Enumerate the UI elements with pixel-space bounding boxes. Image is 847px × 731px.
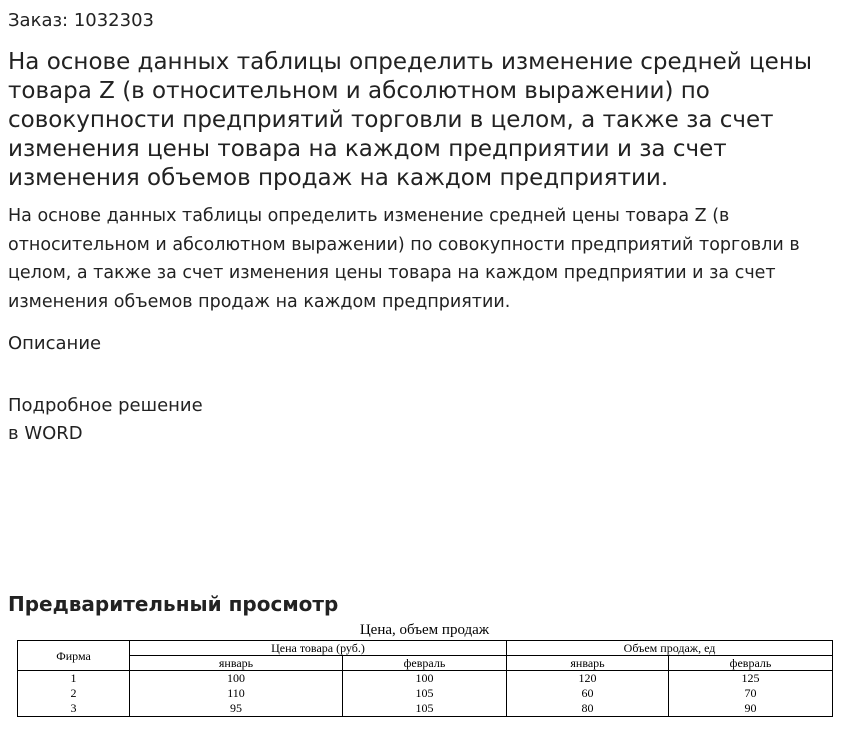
cell-volume-feb: 125 xyxy=(669,671,833,687)
cell-volume-feb: 90 xyxy=(669,701,833,717)
cell-volume-jan: 60 xyxy=(507,686,669,701)
cell-volume-jan: 120 xyxy=(507,671,669,687)
table-row xyxy=(18,701,833,717)
cell-price-feb: 100 xyxy=(343,671,507,687)
preview-table xyxy=(17,640,833,717)
cell-firm: 1 xyxy=(18,671,130,687)
table-row xyxy=(18,671,833,687)
table-subheader-row xyxy=(18,656,833,671)
table-header-row xyxy=(18,641,833,656)
cell-volume-feb: 70 xyxy=(669,686,833,701)
header-price-jan: январь xyxy=(130,656,343,671)
cell-price-feb: 105 xyxy=(343,686,507,701)
cell-price-jan: 100 xyxy=(130,671,343,687)
task-title: На основе данных таблицы определить изменение средней цены товара Z (в относительном и абсолютном выражении) по совокупности предприятий торговли в целом, а также за счет изменения цены товара на каждом предприятии и за счет изменения объемов продаж на каждом предприятии. xyxy=(8,49,813,191)
header-price-group: Цена товара (руб.) xyxy=(130,641,507,656)
cell-price-jan: 110 xyxy=(130,686,343,701)
header-volume-feb: февраль xyxy=(669,656,833,671)
cell-price-jan: 95 xyxy=(130,701,343,717)
header-volume-group: Объем продаж, ед xyxy=(507,641,833,656)
header-volume-jan: январь xyxy=(507,656,669,671)
header-firm: Фирма xyxy=(18,641,130,671)
cell-firm: 3 xyxy=(18,701,130,717)
solution-label-line1: Подробное решение xyxy=(8,395,203,416)
solution-label-line2: в WORD xyxy=(8,423,83,444)
header-price-feb: февраль xyxy=(343,656,507,671)
cell-firm: 2 xyxy=(18,686,130,701)
cell-volume-jan: 80 xyxy=(507,701,669,717)
preview-image xyxy=(17,620,832,720)
table-row xyxy=(18,686,833,701)
task-description: На основе данных таблицы определить изменение средней цены товара Z (в относительном и абсолютном выражении) по совокупности предприятий торговли в целом, а также за счет изменения цены товара на каждом предприятии и за счет изменения объемов продаж на каждом предприятии. xyxy=(8,206,800,312)
description-label: Описание xyxy=(8,333,102,354)
order-number: Заказ: 1032303 xyxy=(8,10,154,31)
cell-price-feb: 105 xyxy=(343,701,507,717)
preview-caption: Цена, объем продаж xyxy=(359,622,490,638)
preview-heading: Предварительный просмотр xyxy=(8,592,339,616)
